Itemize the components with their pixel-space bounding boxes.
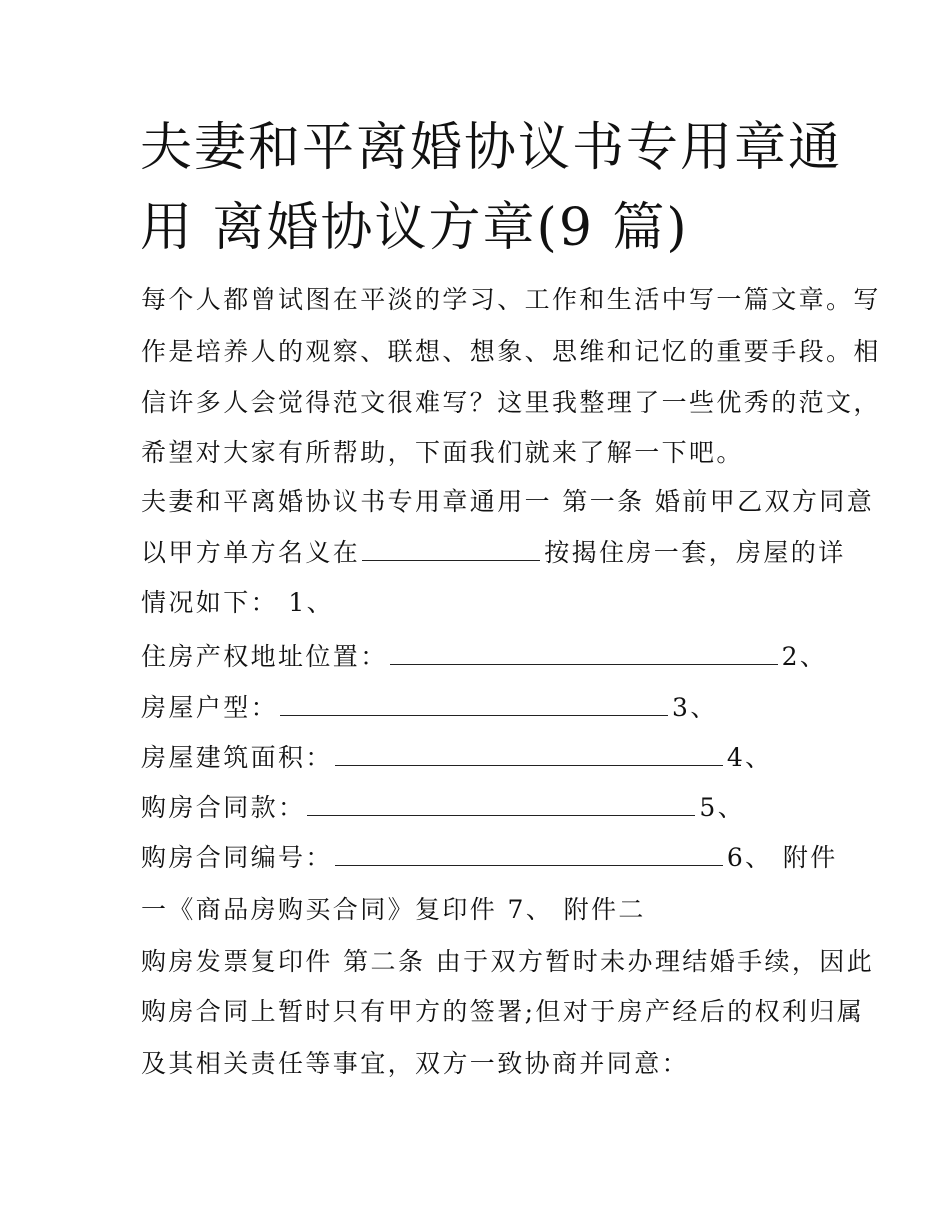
body-line: 夫妻和平离婚协议书专用章通用一 第一条 婚前甲乙双方同意 xyxy=(141,487,875,516)
fill-in-blank xyxy=(362,538,540,561)
field-suffix: 4、 xyxy=(726,743,773,772)
form-field-line xyxy=(141,641,827,673)
body-text: 按揭住房一套，房屋的详 xyxy=(544,538,846,567)
intro-paragraph-line: 作是培养人的观察、联想、想象、思维和记忆的重要手段。相 xyxy=(141,337,881,366)
field-label: 房屋户型： xyxy=(141,693,279,722)
fill-in-blank xyxy=(307,793,695,816)
body-line: 情况如下： 1、 xyxy=(141,588,335,617)
fill-in-blank xyxy=(335,843,723,866)
form-field-line xyxy=(141,792,745,824)
intro-paragraph-line: 希望对大家有所帮助，下面我们就来了解一下吧。 xyxy=(141,438,744,467)
field-suffix: 2、 xyxy=(781,642,828,671)
form-field-line xyxy=(141,742,773,774)
body-text: 以甲方单方名义在 xyxy=(141,538,361,567)
fill-in-blank xyxy=(335,743,723,766)
document-title-line-2: 用 离婚协议方章(9 篇) xyxy=(140,198,689,258)
field-suffix: 3、 xyxy=(672,693,718,722)
field-label: 住房产权地址位置： xyxy=(141,642,388,671)
body-line xyxy=(141,537,846,569)
body-line: 购房发票复印件 第二条 由于双方暂时未办理结婚手续，因此 xyxy=(141,947,875,976)
fill-in-blank xyxy=(390,642,778,665)
field-suffix: 5、 xyxy=(699,793,746,822)
field-label: 购房合同编号： xyxy=(141,843,333,872)
fill-in-blank xyxy=(280,693,668,716)
body-line: 购房合同上暂时只有甲方的签署;但对于房产经后的权利归属 xyxy=(141,997,865,1026)
field-label: 房屋建筑面积： xyxy=(141,743,333,772)
document-title-line-1: 夫妻和平离婚协议书专用章通 xyxy=(140,118,843,178)
field-label: 购房合同款： xyxy=(141,793,306,822)
field-suffix: 6、 附件 xyxy=(726,843,838,872)
intro-paragraph-line: 每个人都曾试图在平淡的学习、工作和生活中写一篇文章。写 xyxy=(141,285,881,314)
intro-paragraph-line: 信许多人会觉得范文很难写？这里我整理了一些优秀的范文， xyxy=(141,388,881,417)
form-field-line xyxy=(141,842,838,874)
form-field-line xyxy=(141,692,718,724)
body-line: 及其相关责任等事宜，双方一致协商并同意： xyxy=(141,1049,690,1078)
body-line: 一《商品房购买合同》复印件 7、 附件二 xyxy=(141,895,646,924)
